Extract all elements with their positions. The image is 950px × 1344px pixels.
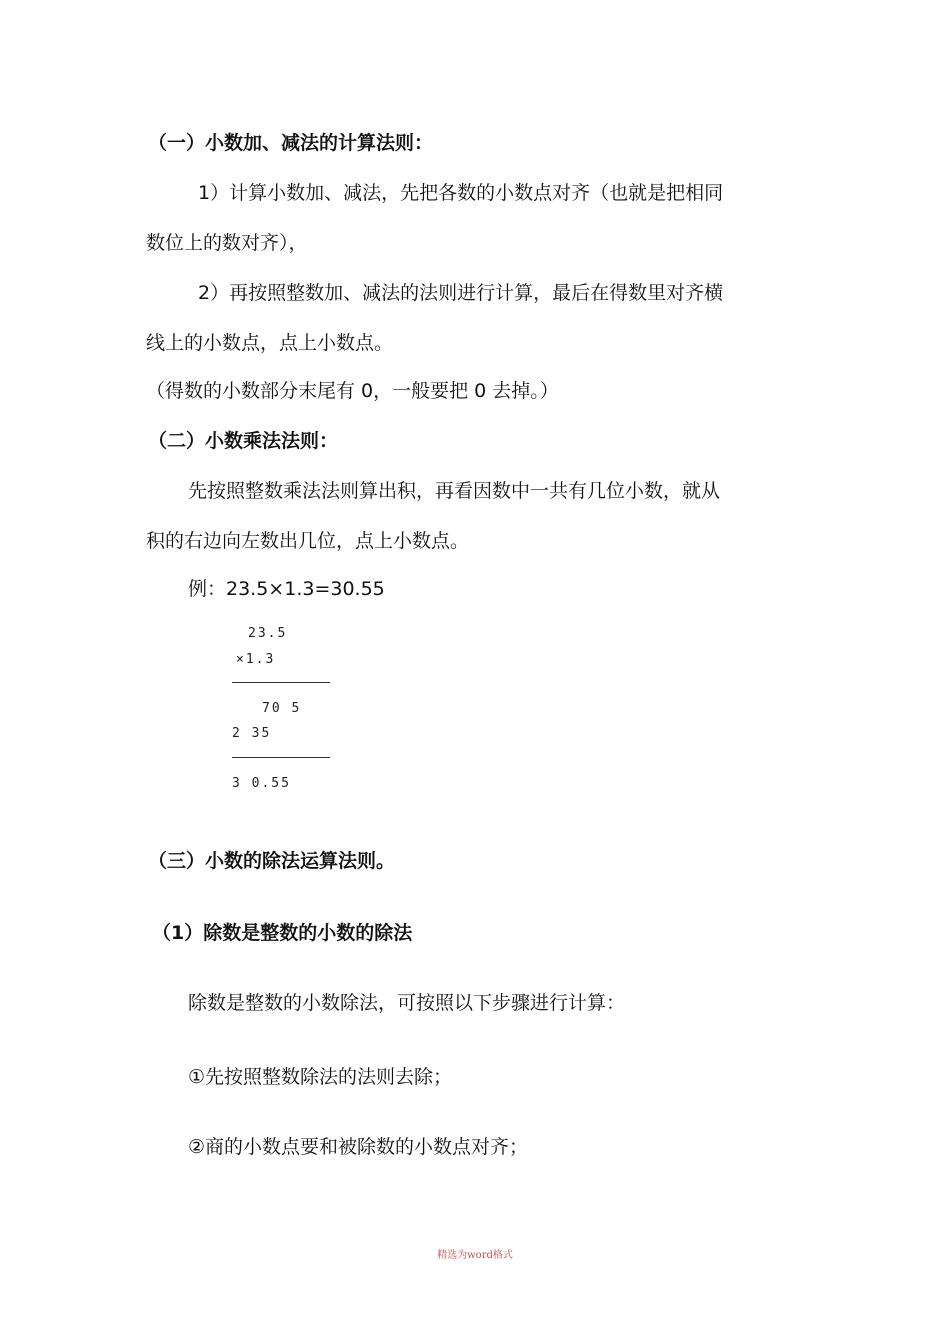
calc-partial-1: 70 5 bbox=[262, 701, 302, 716]
add-sub-rule1-line2: 数位上的数对齐）， bbox=[146, 232, 308, 254]
mul-rule-line1: 先按照整数乘法法则算出积，再看因数中一共有几位小数，就从 bbox=[188, 480, 721, 502]
div-step-1: ①先按照整数除法的法则去除； bbox=[188, 1066, 453, 1088]
section-add-sub-heading: （一）小数加、减法的计算法则： bbox=[148, 132, 434, 154]
calc-result: 3 0.55 bbox=[232, 776, 291, 791]
mul-example: 例：23.5×1.3=30.55 bbox=[188, 578, 385, 600]
add-sub-rule2-line2: 线上的小数点，点上小数点。 bbox=[146, 332, 394, 354]
page-footer: 精选为word格式 bbox=[437, 1250, 513, 1261]
calc-partial-2: 2 35 bbox=[232, 726, 272, 741]
add-sub-rule1-line1: 1）计算小数加、减法，先把各数的小数点对齐（也就是把相同 bbox=[198, 182, 724, 204]
div-step-2: ②商的小数点要和被除数的小数点对齐； bbox=[188, 1136, 529, 1158]
section-mul-heading: （二）小数乘法法则： bbox=[148, 430, 339, 452]
calc-rule-1 bbox=[232, 682, 330, 683]
div-sub-heading: （1）除数是整数的小数的除法 bbox=[152, 922, 413, 944]
calc-multiplicand: 23.5 bbox=[248, 626, 288, 641]
calc-multiplier: ×1.3 bbox=[236, 652, 276, 667]
add-sub-rule2-line1: 2）再按照整数加、减法的法则进行计算，最后在得数里对齐横 bbox=[198, 282, 724, 304]
div-intro: 除数是整数的小数除法，可按照以下步骤进行计算： bbox=[188, 992, 626, 1014]
calc-rule-2 bbox=[232, 757, 330, 758]
section-div-heading: （三）小数的除法运算法则。 bbox=[148, 850, 396, 872]
add-sub-note: （得数的小数部分末尾有 0，一般要把 0 去掉。） bbox=[146, 380, 559, 402]
mul-rule-line2: 积的右边向左数出几位，点上小数点。 bbox=[146, 530, 470, 552]
